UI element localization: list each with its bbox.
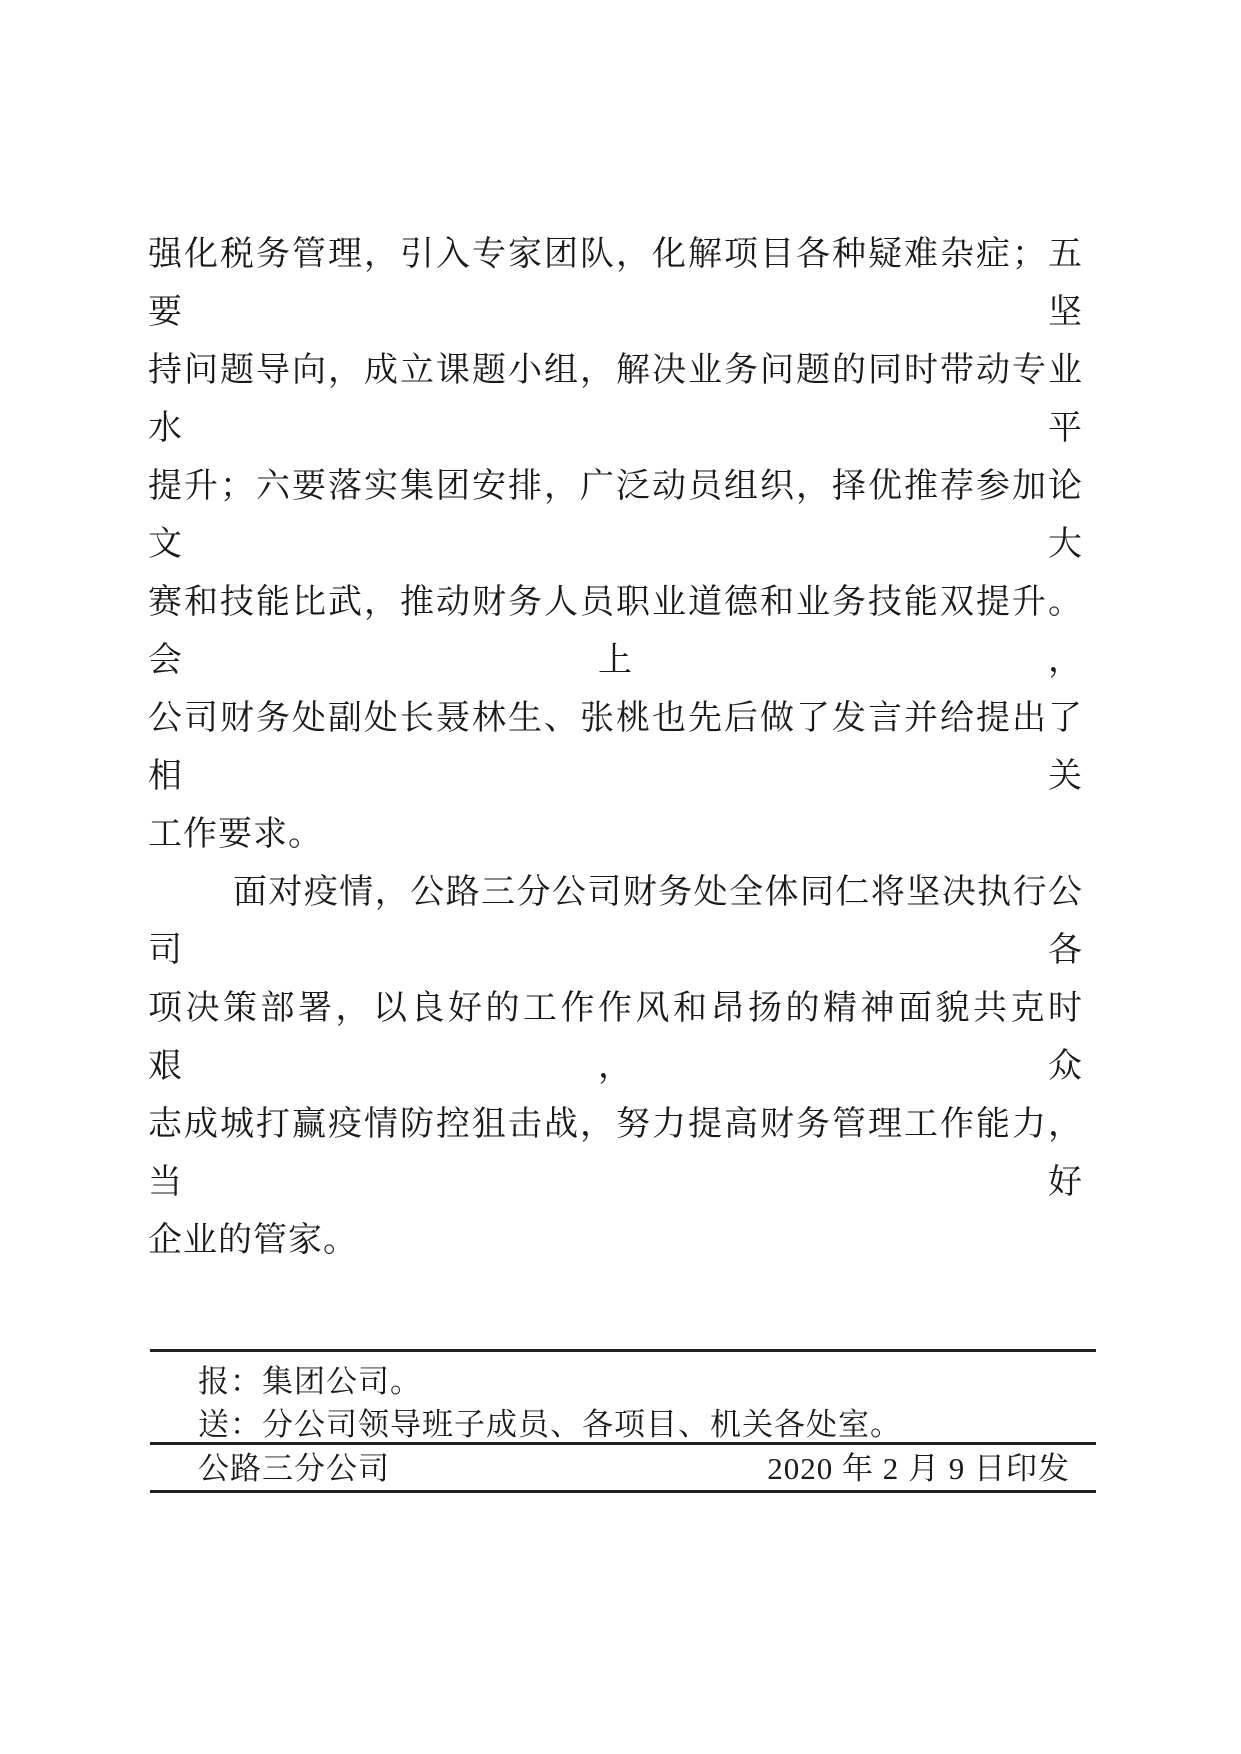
report-recipients: 报：集团公司。 [198, 1364, 422, 1399]
send-recipients: 送：分公司领导班子成员、各项目、机关各处室。 [198, 1407, 902, 1442]
paragraph-last-line: 企业的管家。 [148, 1222, 358, 1259]
paragraph-last-line: 工作要求。 [148, 816, 323, 853]
body-line: 提升；六要落实集团安排，广泛动员组织，择优推荐参加论文大 [148, 468, 1083, 563]
body-line: 持问题导向，成立课题小组，解决业务问题的同时带动专业水平 [148, 352, 1083, 447]
body-line: 志成城打赢疫情防控狙击战，努力提高财务管理工作能力，当好 [148, 1106, 1083, 1201]
body-line: 公司财务处副处长聂林生、张桃也先后做了发言并给提出了相关 [148, 700, 1083, 795]
issuing-office: 公路三分公司 [198, 1451, 390, 1486]
footer-issue-line [198, 1449, 1070, 1489]
footer-bottom-rule [150, 1490, 1096, 1493]
footer-send-line [198, 1405, 1083, 1445]
footer-top-rule [150, 1349, 1096, 1352]
document-body-text [148, 226, 1083, 1270]
body-line: 项决策部署，以良好的工作作风和昂扬的精神面貌共克时艰，众 [148, 990, 1083, 1085]
print-date: 2020 年 2 月 9 日印发 [767, 1451, 1070, 1486]
footer-report-line [198, 1362, 1083, 1402]
footer-middle-rule [150, 1442, 1096, 1445]
paragraph-first-line: 面对疫情，公路三分公司财务处全体同仁将坚决执行公司各 [148, 874, 1083, 969]
body-line: 赛和技能比武，推动财务人员职业道德和业务技能双提升。会上， [148, 584, 1083, 679]
body-line: 强化税务管理，引入专家团队，化解项目各种疑难杂症；五要坚 [148, 236, 1083, 331]
